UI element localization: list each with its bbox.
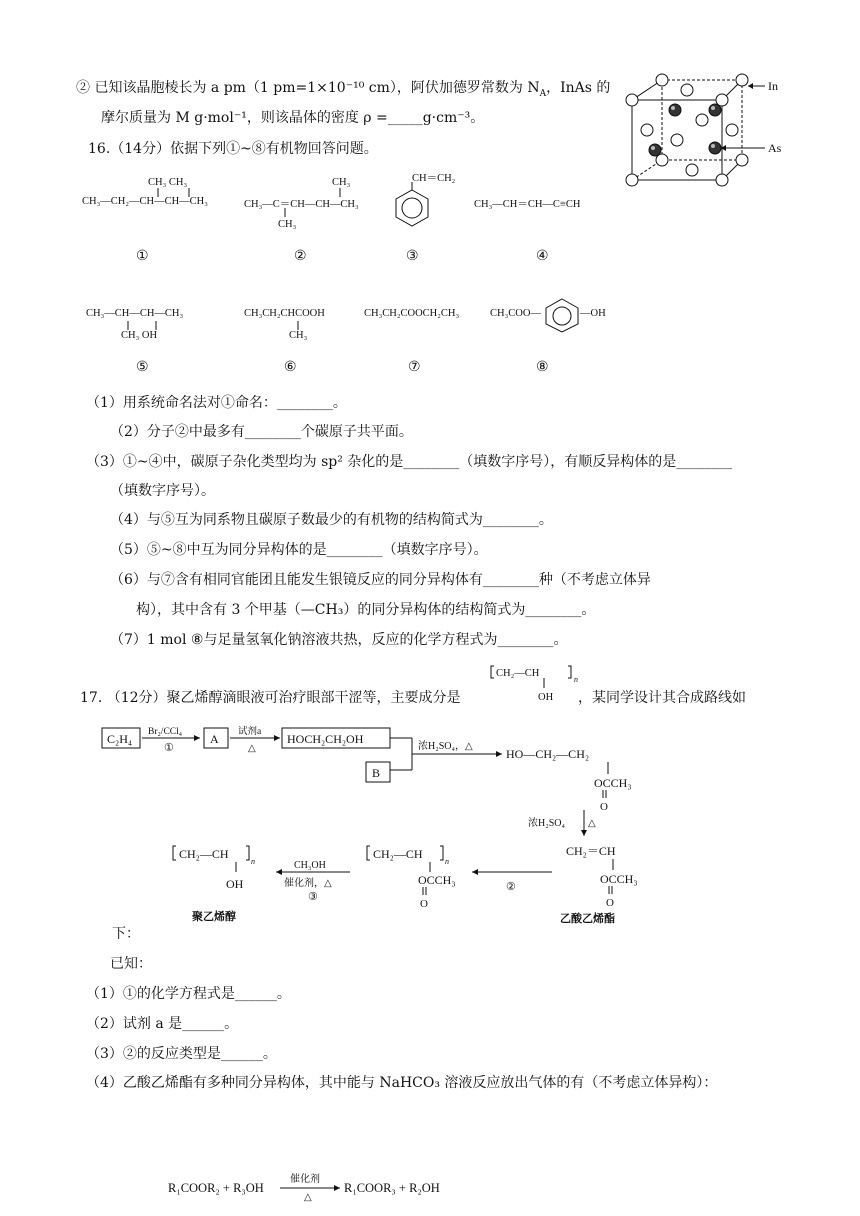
compound-5-main: CH₃—CH—CH—CH₃ (86, 308, 184, 319)
vinyl-acetate-name: 乙酸乙烯酯 (560, 913, 615, 925)
compound-1-main: CH₃—CH₂—CH—CH—CH₃ (82, 196, 208, 207)
q16-question-4: （4）与⑤互为同系物且碳原子数最少的有机物的结构简式为________。 (110, 512, 553, 528)
pva-structure-inline (488, 658, 578, 708)
q16-question-2: （2）分子②中最多有________个碳原子共平面。 (110, 424, 413, 440)
svg-text:n: n (251, 857, 255, 866)
q15-line2: 摩尔质量为 M g·mol⁻¹，则该晶体的密度 ρ =_____g·cm⁻³。 (101, 110, 485, 126)
step2-number: ② (506, 881, 516, 893)
svg-text:CH₂—CH: CH₂—CH (496, 668, 540, 679)
q16-question-3: （3）①~④中，碳原子杂化类型均为 sp² 杂化的是________（填数字序号），有顺反异构体的是________ (86, 454, 733, 470)
svg-text:△: △ (304, 1192, 312, 1203)
known-equation (168, 1168, 498, 1202)
compound-4-number: ④ (536, 248, 549, 264)
q17-question-3: （3）②的反应类型是______。 (86, 1046, 277, 1062)
compound-7-number: ⑦ (408, 359, 421, 375)
compound-1-top: CH₃ CH₃ (148, 177, 188, 188)
q16-question-3-cont: （填数字序号）。 (110, 483, 215, 499)
synthesis-route-diagram (100, 718, 700, 928)
q17-intro-b: ，某同学设计其合成路线如 (578, 690, 746, 706)
svg-text:n: n (445, 857, 449, 866)
h2so4-heat: 浓H₂SO₄，△ (418, 741, 473, 752)
svg-text:CH₂—CH: CH₂—CH (373, 847, 423, 861)
svg-text:OH: OH (538, 692, 554, 703)
route-ester: HO—CH₂—CH₂ (506, 747, 590, 761)
compound-2-number: ② (294, 248, 307, 264)
q17-intro-c: 下： (112, 926, 140, 942)
compound-6-main: CH₃CH₂CHCOOH (244, 308, 325, 319)
svg-text:催化剂: 催化剂 (290, 1174, 320, 1185)
q17-known: 已知： (110, 956, 152, 972)
svg-text:R₁COOR₃ + R₂OH: R₁COOR₃ + R₂OH (344, 1181, 440, 1195)
q16-question-6: （6）与⑦含有相同官能团且能发生银镜反应的同分异构体有________种（不考虑立体异 (110, 572, 651, 588)
compound-3-number: ③ (406, 248, 419, 264)
compound-8-left: CH₃COO— (490, 308, 541, 319)
compound-8-right: —OH (580, 308, 606, 319)
step1-reagent: Br₂/CCl₄ (148, 727, 183, 737)
svg-text:O: O (420, 898, 428, 910)
compound-2-bottom: CH₃ (278, 219, 297, 230)
step3-reagent2: 催化剂，△ (284, 878, 332, 889)
benzene-ring-icon (542, 297, 582, 333)
compound-6-bottom: CH₃ (289, 330, 308, 341)
svg-text:n: n (574, 675, 578, 684)
svg-text:R₁COOR₂ + R₃OH: R₁COOR₂ + R₃OH (168, 1181, 264, 1195)
label-as: As (768, 141, 782, 155)
route-c2h4: C₂H₄ (107, 732, 133, 746)
h2so4-label: 浓H₂SO₄ (528, 818, 565, 829)
compound-8-number: ⑧ (536, 359, 549, 375)
q15-line1: ② 已知该晶胞棱长为 a pm（1 pm=1×10⁻¹⁰ cm），阿伏加德罗常数为 $N_A$，InAs 的 (76, 80, 611, 99)
crystal-cell-diagram (620, 70, 800, 190)
step3-number: ③ (308, 891, 318, 903)
route-ester-branch: OCCH₃ (594, 776, 632, 790)
svg-text:CH₂—CH: CH₂—CH (179, 847, 229, 861)
route-a: A (210, 732, 219, 746)
step-a-heat: △ (248, 743, 256, 754)
q16-question-5: （5）⑤~⑧中互为同分异构体的是________（填数字序号）。 (110, 542, 488, 558)
q16-question-1: （1）用系统命名法对①命名：________。 (86, 395, 347, 411)
route-vinyl-branch: OCCH₃ (600, 872, 638, 886)
compound-3-top: CH＝CH₂ (412, 173, 456, 184)
pva-name: 聚乙烯醇 (192, 911, 236, 923)
q16-question-6-cont: 构），其中含有 3 个甲基（—CH₃）的同分异构体的结构简式为________。 (136, 602, 596, 618)
compound-1-number: ① (136, 248, 149, 264)
route-glycol: HOCH₂CH₂OH (287, 732, 364, 746)
svg-text:OCCH₃: OCCH₃ (418, 873, 456, 887)
svg-text:O: O (606, 897, 614, 909)
benzene-ring-icon (392, 182, 432, 232)
svg-text:OH: OH (226, 877, 244, 891)
q17-question-2: （2）试剂 a 是______。 (86, 1016, 239, 1032)
step1-number: ① (164, 742, 174, 754)
step-a-reagent: 试剂a (238, 727, 262, 737)
route-b: B (372, 766, 381, 780)
label-in: In (768, 79, 778, 93)
svg-text:O: O (600, 801, 608, 813)
q17-question-4: （4）乙酸乙烯酯有多种同分异构体，其中能与 NaHCO₃ 溶液反应放出气体的有（不考虑立体异构）： (86, 1075, 718, 1091)
compound-2-main: CH₃—C＝CH—CH—CH₃ (244, 199, 359, 210)
route-vinyl: CH₂＝CH (566, 844, 616, 858)
q17-intro-a: 17. （12分）聚乙烯醇滴眼液可治疗眼部干涩等，主要成分是 (80, 690, 461, 706)
compound-2-top: CH₃ (332, 177, 351, 188)
q17-question-1: （1）①的化学方程式是______。 (86, 986, 291, 1002)
compound-5-bottom: CH₃ OH (121, 330, 158, 341)
svg-text:△: △ (588, 818, 596, 829)
q16-header: 16.（14分）依据下列①~⑧有机物回答问题。 (88, 141, 378, 157)
compound-5-number: ⑤ (136, 359, 149, 375)
compound-4-main: CH₃—CH＝CH—C≡CH (474, 199, 581, 210)
q16-question-7: （7）1 mol ⑧与足量氢氧化钠溶液共热，反应的化学方程式为________。 (110, 632, 568, 648)
compound-7-main: CH₃CH₂COOCH₂CH₃ (364, 308, 460, 319)
compound-6-number: ⑥ (284, 359, 297, 375)
step3-reagent1: CH₃OH (294, 860, 326, 871)
